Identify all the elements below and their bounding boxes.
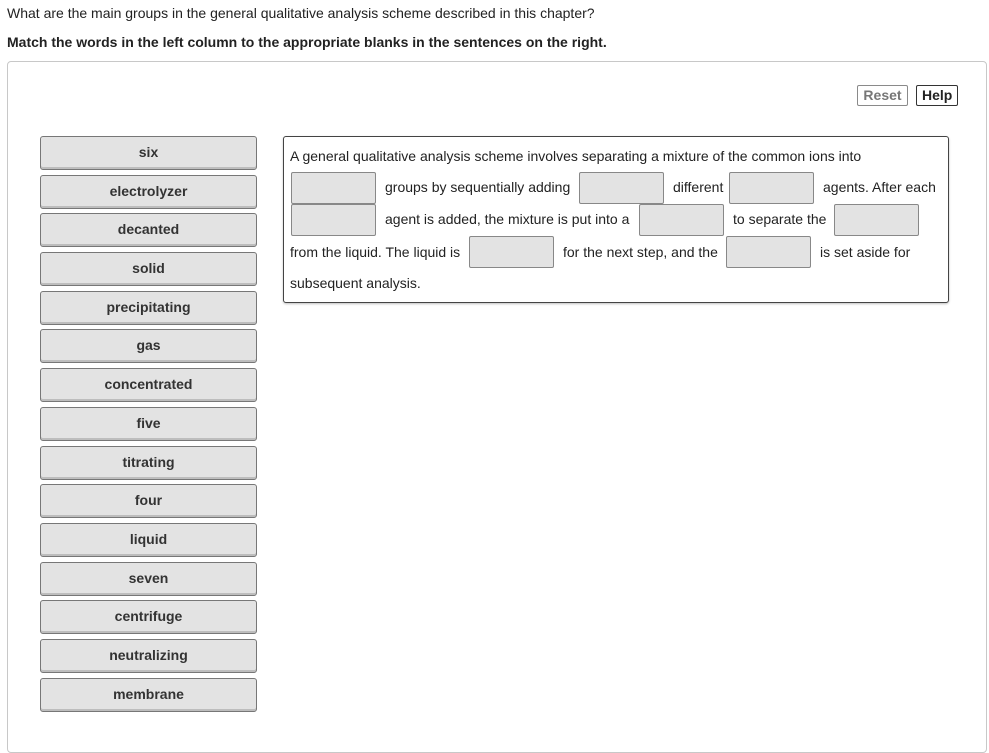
sentence-segment-separate: to separate the xyxy=(733,211,827,227)
sentence-segment-from-liquid: from the liquid. The liquid is xyxy=(290,244,461,260)
word-tile-concentrated[interactable]: concentrated xyxy=(40,368,257,402)
blank-6[interactable] xyxy=(834,204,919,236)
help-button[interactable]: Help xyxy=(916,85,958,106)
sentence-line-1: A general qualitative analysis scheme involves separating a mixture of the common ions into xyxy=(290,148,862,164)
word-tile-seven[interactable]: seven xyxy=(40,562,257,596)
sentence-segment-agent-added: agent is added, the mixture is put into a xyxy=(385,211,630,227)
sentence-segment-agents: agents. After each xyxy=(823,179,936,195)
sentence-segment-different: different xyxy=(673,179,724,195)
word-tile-four[interactable]: four xyxy=(40,484,257,518)
word-tile-neutralizing[interactable]: neutralizing xyxy=(40,639,257,673)
blank-8[interactable] xyxy=(726,236,811,268)
blank-1[interactable] xyxy=(291,172,376,204)
blank-5[interactable] xyxy=(639,204,724,236)
blank-4[interactable] xyxy=(291,204,376,236)
sentence-segment-subsequent: subsequent analysis. xyxy=(290,275,421,291)
word-tile-electrolyzer[interactable]: electrolyzer xyxy=(40,175,257,209)
reset-button[interactable]: Reset xyxy=(857,85,908,106)
word-tile-liquid[interactable]: liquid xyxy=(40,523,257,557)
instruction-text: Match the words in the left column to the appropriate blanks in the sentences on the right. xyxy=(7,34,607,50)
word-tile-six[interactable]: six xyxy=(40,136,257,170)
word-tile-decanted[interactable]: decanted xyxy=(40,213,257,247)
word-tile-centrifuge[interactable]: centrifuge xyxy=(40,600,257,634)
word-bank xyxy=(40,136,257,716)
word-tile-precipitating[interactable]: precipitating xyxy=(40,291,257,325)
word-tile-five[interactable]: five xyxy=(40,407,257,441)
sentence-segment-next-step: for the next step, and the xyxy=(563,244,718,260)
word-tile-gas[interactable]: gas xyxy=(40,329,257,363)
word-tile-solid[interactable]: solid xyxy=(40,252,257,286)
word-tile-membrane[interactable]: membrane xyxy=(40,678,257,712)
question-text: What are the main groups in the general qualitative analysis scheme described in this chapter? xyxy=(7,5,595,21)
word-tile-titrating[interactable]: titrating xyxy=(40,446,257,480)
blank-7[interactable] xyxy=(469,236,554,268)
blank-3[interactable] xyxy=(729,172,814,204)
sentence-segment-groups: groups by sequentially adding xyxy=(385,179,571,195)
blank-2[interactable] xyxy=(579,172,664,204)
sentence-segment-set-aside: is set aside for xyxy=(820,244,911,260)
